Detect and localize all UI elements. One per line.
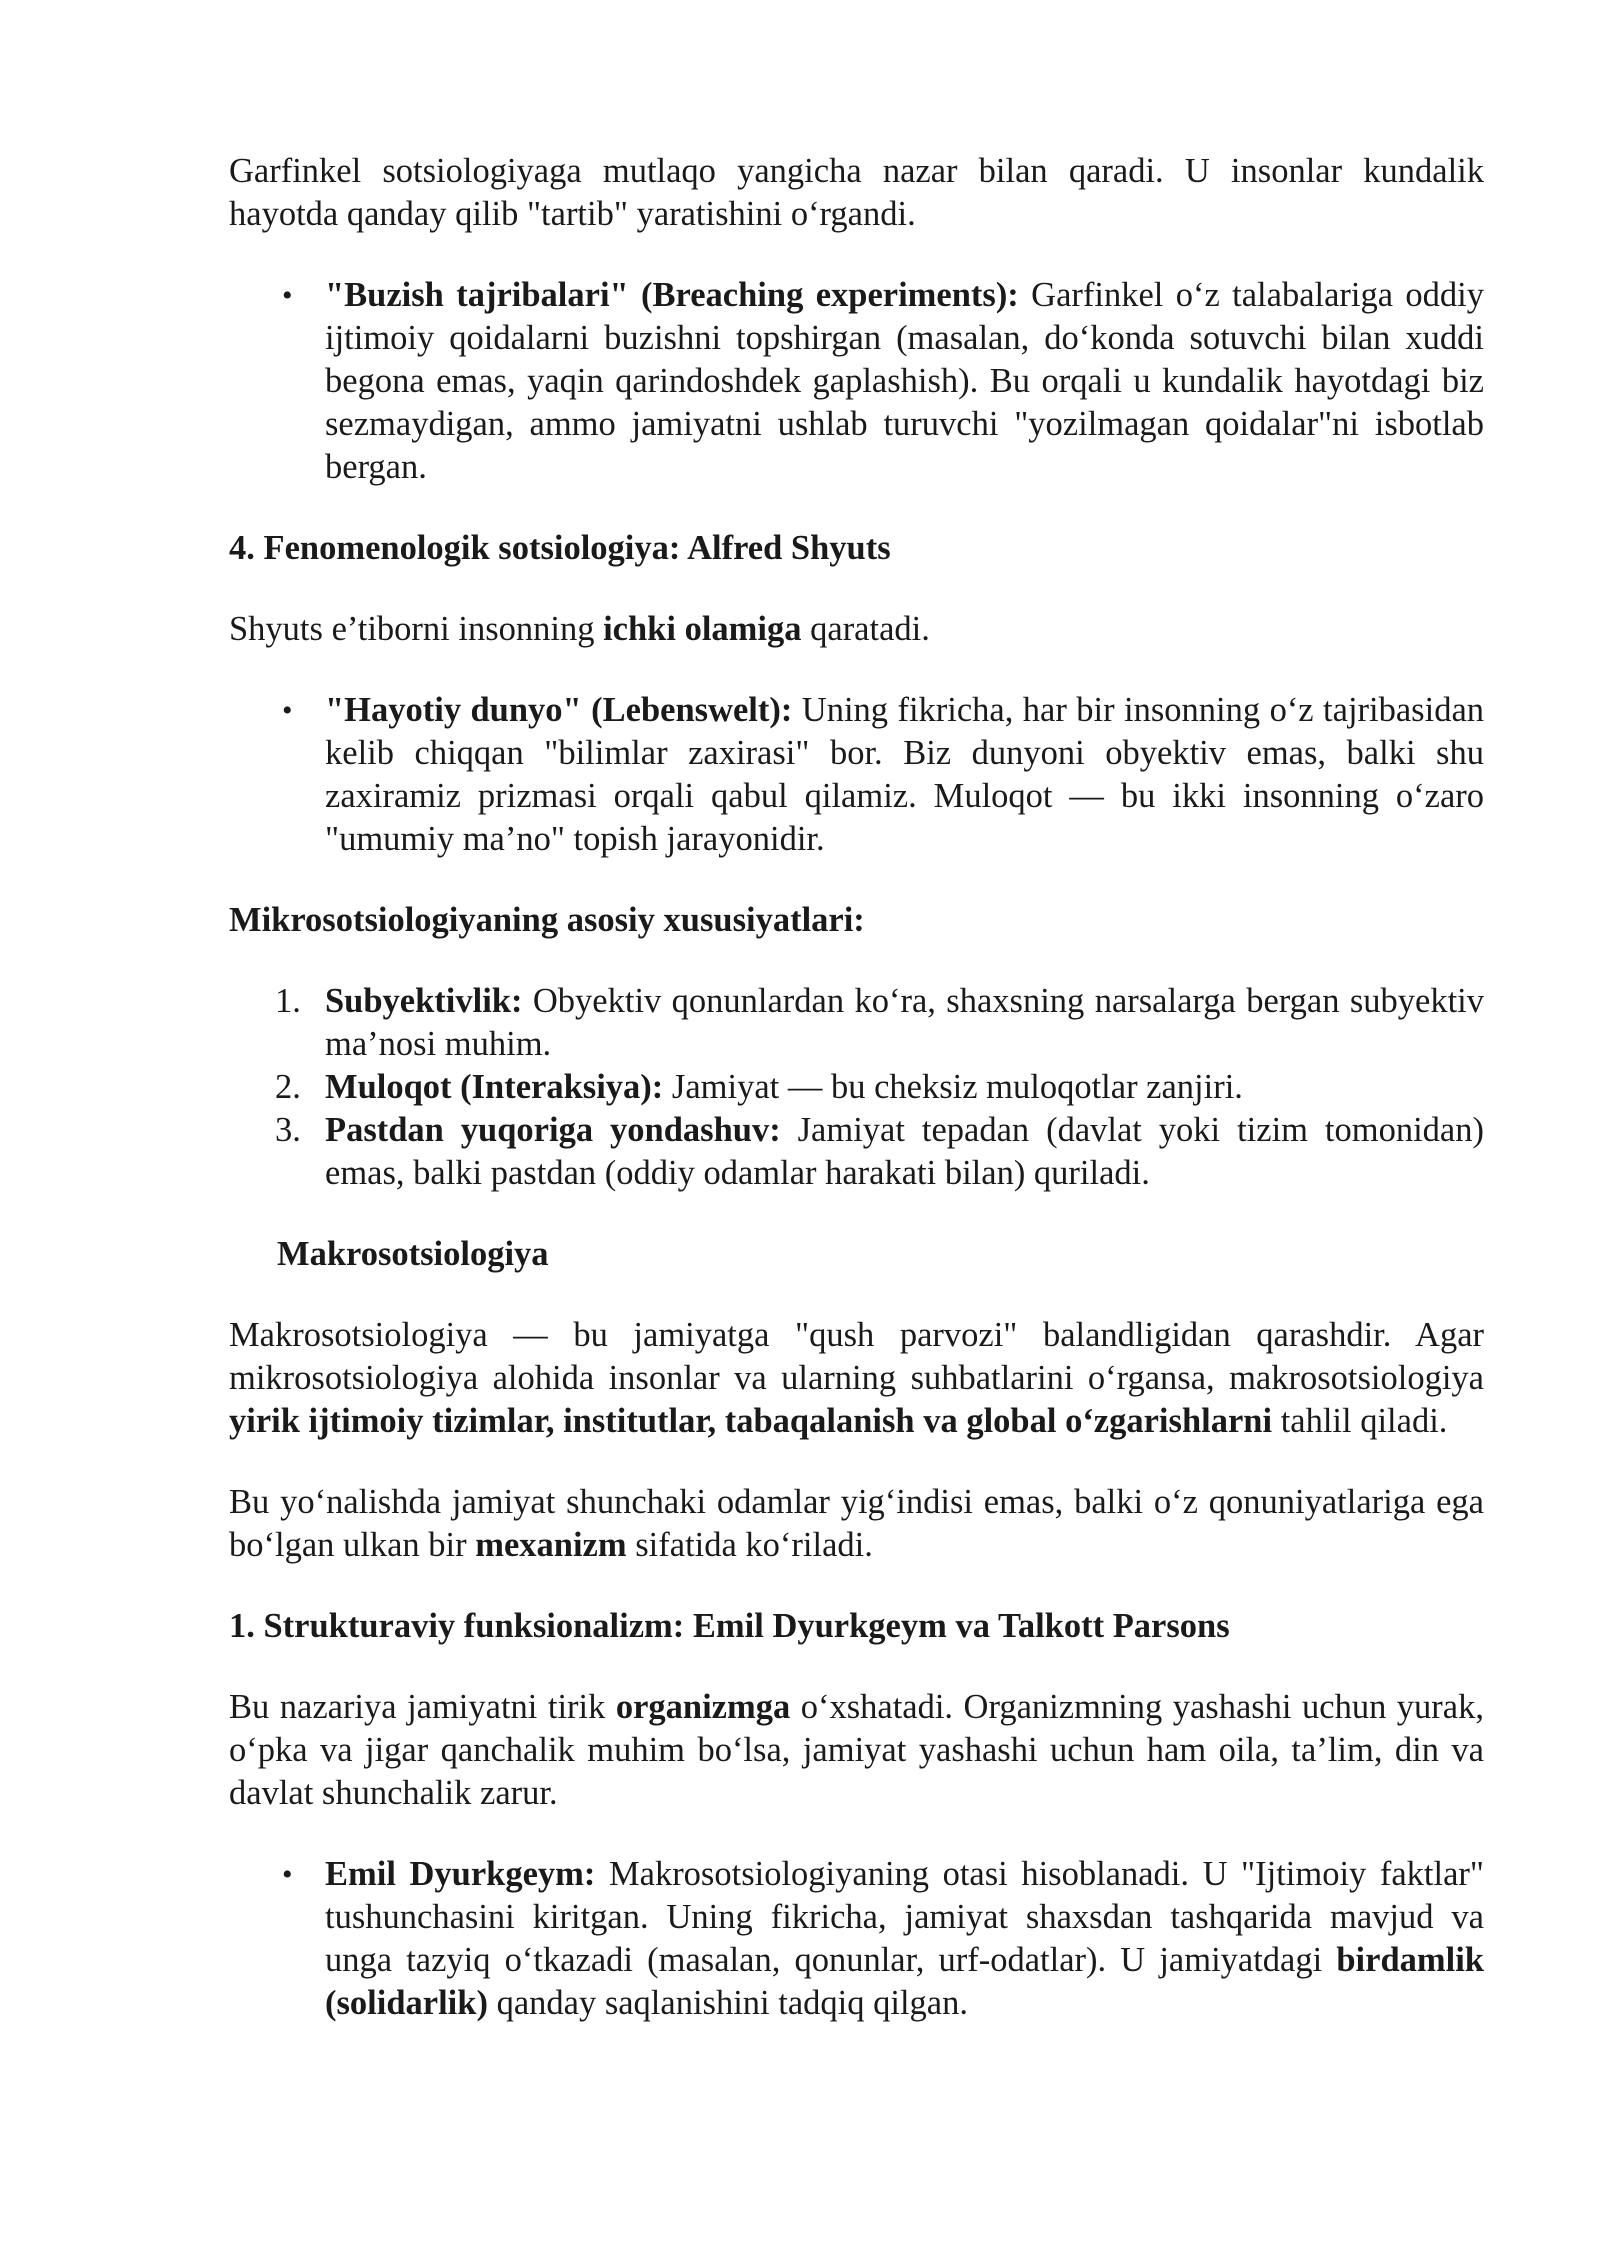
paragraph-macro-intro: Makrosotsiologiya — bu jamiyatga "qush parvozi" balandligidan qarashdir. Agar mikrosotsiologiya alohida insonlar va ularning suhbatlarini o‘rgansa, makrosotsiologiya yirik ijtimoiy tizimlar, institutlar, tabaqalanish va global o‘zgarishlarni tahlil qiladi.	[229, 1316, 1484, 1440]
bullet-icon: •	[282, 694, 293, 727]
paragraph-shyuts: Shyuts e’tiborni insonning ichki olamiga qaratadi.	[229, 610, 930, 648]
term-description: Jamiyat — bu cheksiz muloqotlar zanjiri.	[663, 1068, 1243, 1106]
emphasis: birdamlik (solidarlik)	[325, 1941, 1484, 2022]
term-label: Muloqot (Interaksiya):	[325, 1068, 664, 1106]
emphasis: organizmga	[615, 1688, 791, 1726]
list-item	[229, 274, 1484, 489]
list-item	[229, 1066, 1484, 1109]
term-description: Jamiyat tepadan (davlat yoki tizim tomonidan) emas, balki pastdan (oddiy odamlar harakati bilan) quriladi.	[325, 1111, 1484, 1192]
section-heading-phenomenology: 4. Fenomenologik sotsiologiya: Alfred Shyuts	[229, 529, 891, 567]
paragraph-garfinkel-intro: Garfinkel sotsiologiyaga mutlaqo yangicha nazar bilan qaradi. U insonlar kundalik hayotda qanday qilib "tartib" yaratishini o‘rgandi.	[229, 152, 1484, 233]
section-heading-functionalism: 1. Strukturaviy funksionalizm: Emil Dyurkgeym va Talkott Parsons	[229, 1607, 1230, 1645]
list-number: 3.	[275, 1111, 301, 1149]
emphasis: mexanizm	[475, 1526, 627, 1564]
bullet-list-lebenswelt	[229, 689, 1484, 861]
bullet-icon: •	[282, 279, 293, 312]
list-number: 2.	[275, 1068, 301, 1106]
bullet-icon: •	[282, 1858, 293, 1891]
term-description: Uning fikricha, har bir insonning o‘z tajribasidan kelib chiqqan "bilimlar zaxirasi" bor. Biz dunyoni obyektiv emas, balki shu zaxiramiz prizmasi orqali qabul qilamiz. Muloqot — bu ikki insonning o‘zaro "umumiy ma’no" topish jarayonidir.	[325, 691, 1485, 858]
term-description: Makrosotsiologiyaning otasi hisoblanadi. U "Ijtimoiy faktlar" tushunchasini kiritgan. Uning fikricha, jamiyat shaxsdan tashqarida mavjud va unga tazyiq o‘tkazadi (masalan, qonunlar, urf-odatlar). U jamiyatdagi	[325, 1855, 1484, 1979]
term-label: Emil Dyurkgeym:	[325, 1855, 596, 1893]
list-item	[229, 1109, 1484, 1195]
document-page	[229, 150, 1484, 2063]
term-label: "Hayotiy dunyo" (Lebenswelt):	[325, 691, 793, 729]
section-heading-micro-features: Mikrosotsiologiyaning asosiy xususiyatlari:	[229, 901, 865, 939]
bullet-list-durkheim	[229, 1853, 1484, 2025]
emphasis: ichki olamiga	[603, 610, 802, 648]
term-label: Pastdan yuqoriga yondashuv:	[325, 1111, 781, 1149]
paragraph-organism: Bu nazariya jamiyatni tirik organizmga o‘xshatadi. Organizmning yashashi uchun yurak, o‘pka va jigar qanchalik muhim bo‘lsa, jamiyat yashashi uchun ham oila, ta’lim, din va davlat shunchalik zarur.	[229, 1688, 1484, 1812]
list-item	[229, 980, 1484, 1066]
numbered-list-features	[229, 980, 1484, 1195]
list-number: 1.	[275, 982, 301, 1020]
bullet-list-breaching	[229, 274, 1484, 489]
paragraph-mechanism: Bu yo‘nalishda jamiyat shunchaki odamlar yig‘indisi emas, balki o‘z qonuniyatlariga ega bo‘lgan ulkan bir mexanizm sifatida ko‘riladi.	[229, 1483, 1484, 1564]
term-description: Garfinkel o‘z talabalariga oddiy ijtimoiy qoidalarni buzishni topshirgan (masalan, do‘konda sotuvchi bilan xuddi begona emas, yaqin qarindoshdek gaplashish). Bu orqali u kundalik hayotdagi biz sezmaydigan, ammo jamiyatni ushlab turuvchi "yozilmagan qoidalar"ni isbotlab bergan.	[325, 276, 1484, 486]
section-heading-macro: Makrosotsiologiya	[277, 1235, 549, 1273]
list-item	[229, 689, 1484, 861]
term-description: Obyektiv qonunlardan ko‘ra, shaxsning narsalarga bergan subyektiv ma’nosi muhim.	[325, 982, 1484, 1063]
term-label: "Buzish tajribalari" (Breaching experiments):	[325, 276, 1019, 314]
list-item: • Emil Dyurkgeym: Makrosotsiologiyaning otasi hisoblanadi. U "Ijtimoiy faktlar" tushunchasini kiritgan. Uning fikricha, jamiyat shaxsdan tashqarida mavjud va unga tazyiq o‘tkazadi (masalan, qonunlar, urf-odatlar). U jamiyatdagi birdamlik (solidarlik) qanday saqlanishini tadqiq qilgan.	[282, 1855, 1484, 2022]
term-label: Subyektivlik:	[325, 982, 523, 1020]
emphasis: yirik ijtimoiy tizimlar, institutlar, tabaqalanish va global o‘zgarishlarni	[229, 1402, 1273, 1440]
